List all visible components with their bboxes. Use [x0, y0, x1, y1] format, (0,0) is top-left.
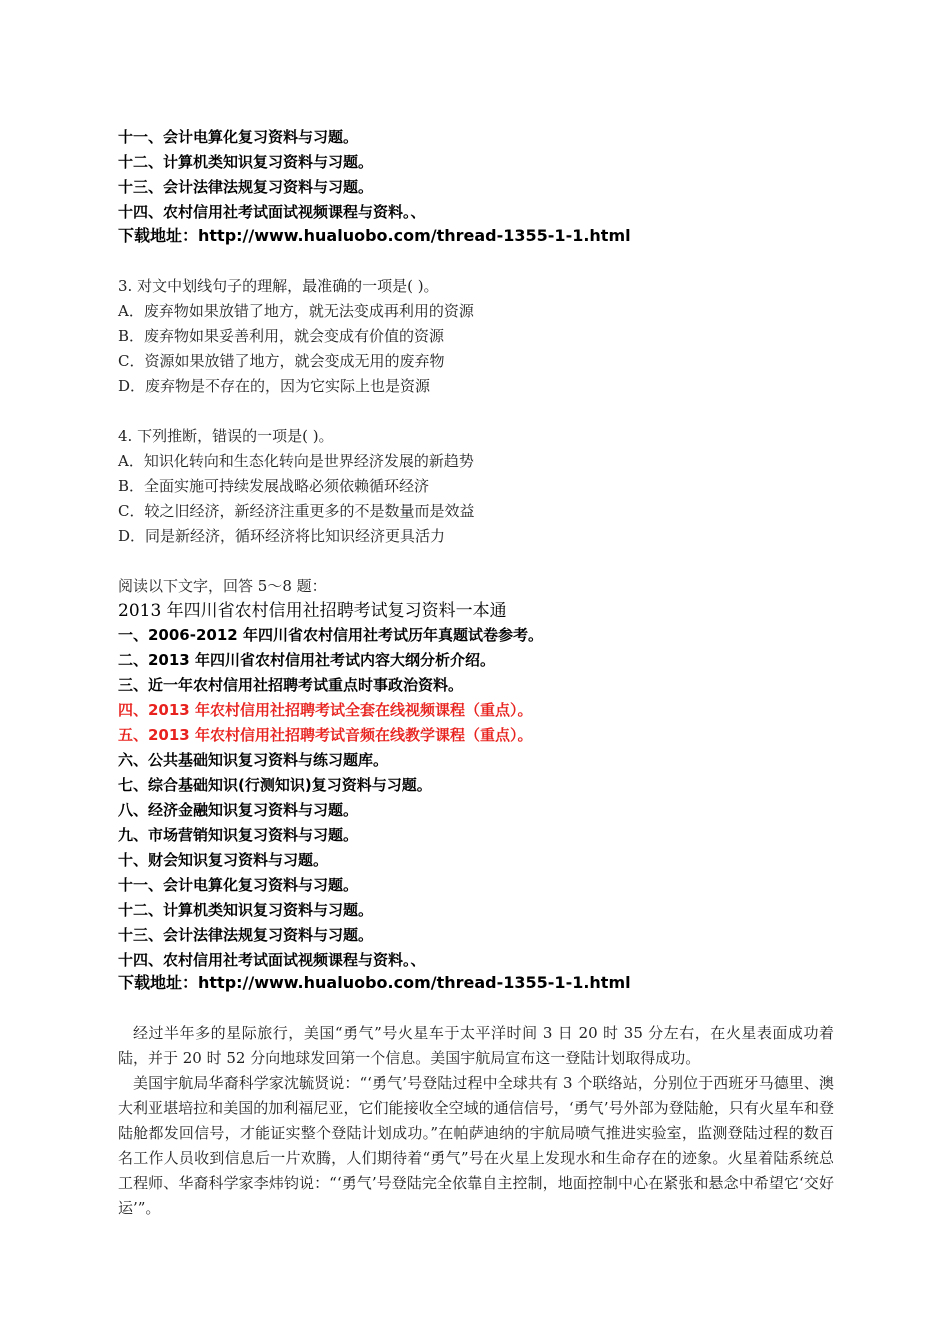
- ad-list-item: 十、财会知识复习资料与习题。: [118, 851, 329, 869]
- ad-list-item-highlight: 四、2013 年农村信用社招聘考试全套在线视频课程（重点）。: [118, 701, 533, 719]
- ad-list-item: 六、公共基础知识复习资料与练习题库。: [118, 751, 389, 769]
- question-3: 3. 对文中划线句子的理解，最准确的一项是( )。: [118, 277, 439, 295]
- q4-option-b: B．全面实施可持续发展战略必须依赖循环经济: [118, 477, 430, 495]
- ad-list-item: 十三、会计法律法规复习资料与习题。: [118, 926, 374, 944]
- ad-list-item: 十一、会计电算化复习资料与习题。: [118, 876, 359, 894]
- ad-list-item: 十四、农村信用社考试面试视频课程与资料。、: [118, 951, 426, 969]
- passage-paragraph-2: 美国宇航局华裔科学家沈毓贤说：“‘勇气’号登陆过程中全球共有 3 个联络站，分别位于西班牙马德里、澳大利亚堪培拉和美国的加利福尼亚，它们能接收全空域的通信信号，‘勇气’号外部为登陆舱，只有火星车和登陆舱都发回信号，才能证实整个登陆计划成功。”在帕萨迪纳的宇航局喷气推进实验室，监测登陆过程的数百名工作人员收到信息后一片欢腾，人们期待着“勇气”号在火星上发现水和生命存在的迹象。火星着陆系统总工程师、华裔科学家李炜钧说：“‘勇气’号登陆完全依靠自主控制，地面控制中心在紧张和悬念中希望它‘交好运’”。: [118, 1074, 834, 1217]
- q3-option-c: C．资源如果放错了地方，就会变成无用的废弃物: [118, 352, 445, 370]
- q4-option-a: A．知识化转向和生态化转向是世界经济发展的新趋势: [118, 452, 474, 470]
- download-link[interactable]: 下载地址：http://www.hualuobo.com/thread-1355-1-1.html: [118, 226, 631, 245]
- top-list-item: 十四、农村信用社考试面试视频课程与资料。、: [118, 203, 426, 221]
- q3-option-d: D．废弃物是不存在的，因为它实际上也是资源: [118, 377, 431, 395]
- top-list-item: 十三、会计法律法规复习资料与习题。: [118, 178, 374, 196]
- q4-option-c: C．较之旧经济，新经济注重更多的不是数量而是效益: [118, 502, 475, 520]
- ad-list-item-highlight: 五、2013 年农村信用社招聘考试音频在线教学课程（重点）。: [118, 726, 533, 744]
- reading-intro: 阅读以下文字，回答 5～8 题：: [118, 577, 327, 595]
- q3-option-a: A．废弃物如果放错了地方，就无法变成再利用的资源: [118, 302, 474, 320]
- ad-list-item: 七、综合基础知识(行测知识)复习资料与习题。: [118, 776, 432, 794]
- question-4: 4. 下列推断，错误的一项是( )。: [118, 427, 334, 445]
- q3-option-b: B．废弃物如果妥善利用，就会变成有价值的资源: [118, 327, 445, 345]
- ad-list-item: 八、经济金融知识复习资料与习题。: [118, 801, 359, 819]
- download-link[interactable]: 下载地址：http://www.hualuobo.com/thread-1355-1-1.html: [118, 973, 631, 992]
- top-list-item: 十一、会计电算化复习资料与习题。: [118, 128, 359, 146]
- ad-list-item: 二、2013 年四川省农村信用社考试内容大纲分析介绍。: [118, 651, 495, 669]
- passage-paragraph-1: 经过半年多的星际旅行，美国“勇气”号火星车于太平洋时间 3 日 20 时 35 分左右，在火星表面成功着陆，并于 20 时 52 分向地球发回第一个信息。美国宇航局宣布这一登陆计划取得成功。: [118, 1024, 834, 1067]
- top-list-item: 十二、计算机类知识复习资料与习题。: [118, 153, 374, 171]
- ad-list-item: 十二、计算机类知识复习资料与习题。: [118, 901, 374, 919]
- ad-list-item: 九、市场营销知识复习资料与习题。: [118, 826, 359, 844]
- ad-title: 2013 年四川省农村信用社招聘考试复习资料一本通: [118, 601, 507, 621]
- q4-option-d: D．同是新经济，循环经济将比知识经济更具活力: [118, 527, 446, 545]
- ad-list-item: 三、近一年农村信用社招聘考试重点时事政治资料。: [118, 676, 464, 694]
- ad-list-item: 一、2006-2012 年四川省农村信用社考试历年真题试卷参考。: [118, 626, 543, 644]
